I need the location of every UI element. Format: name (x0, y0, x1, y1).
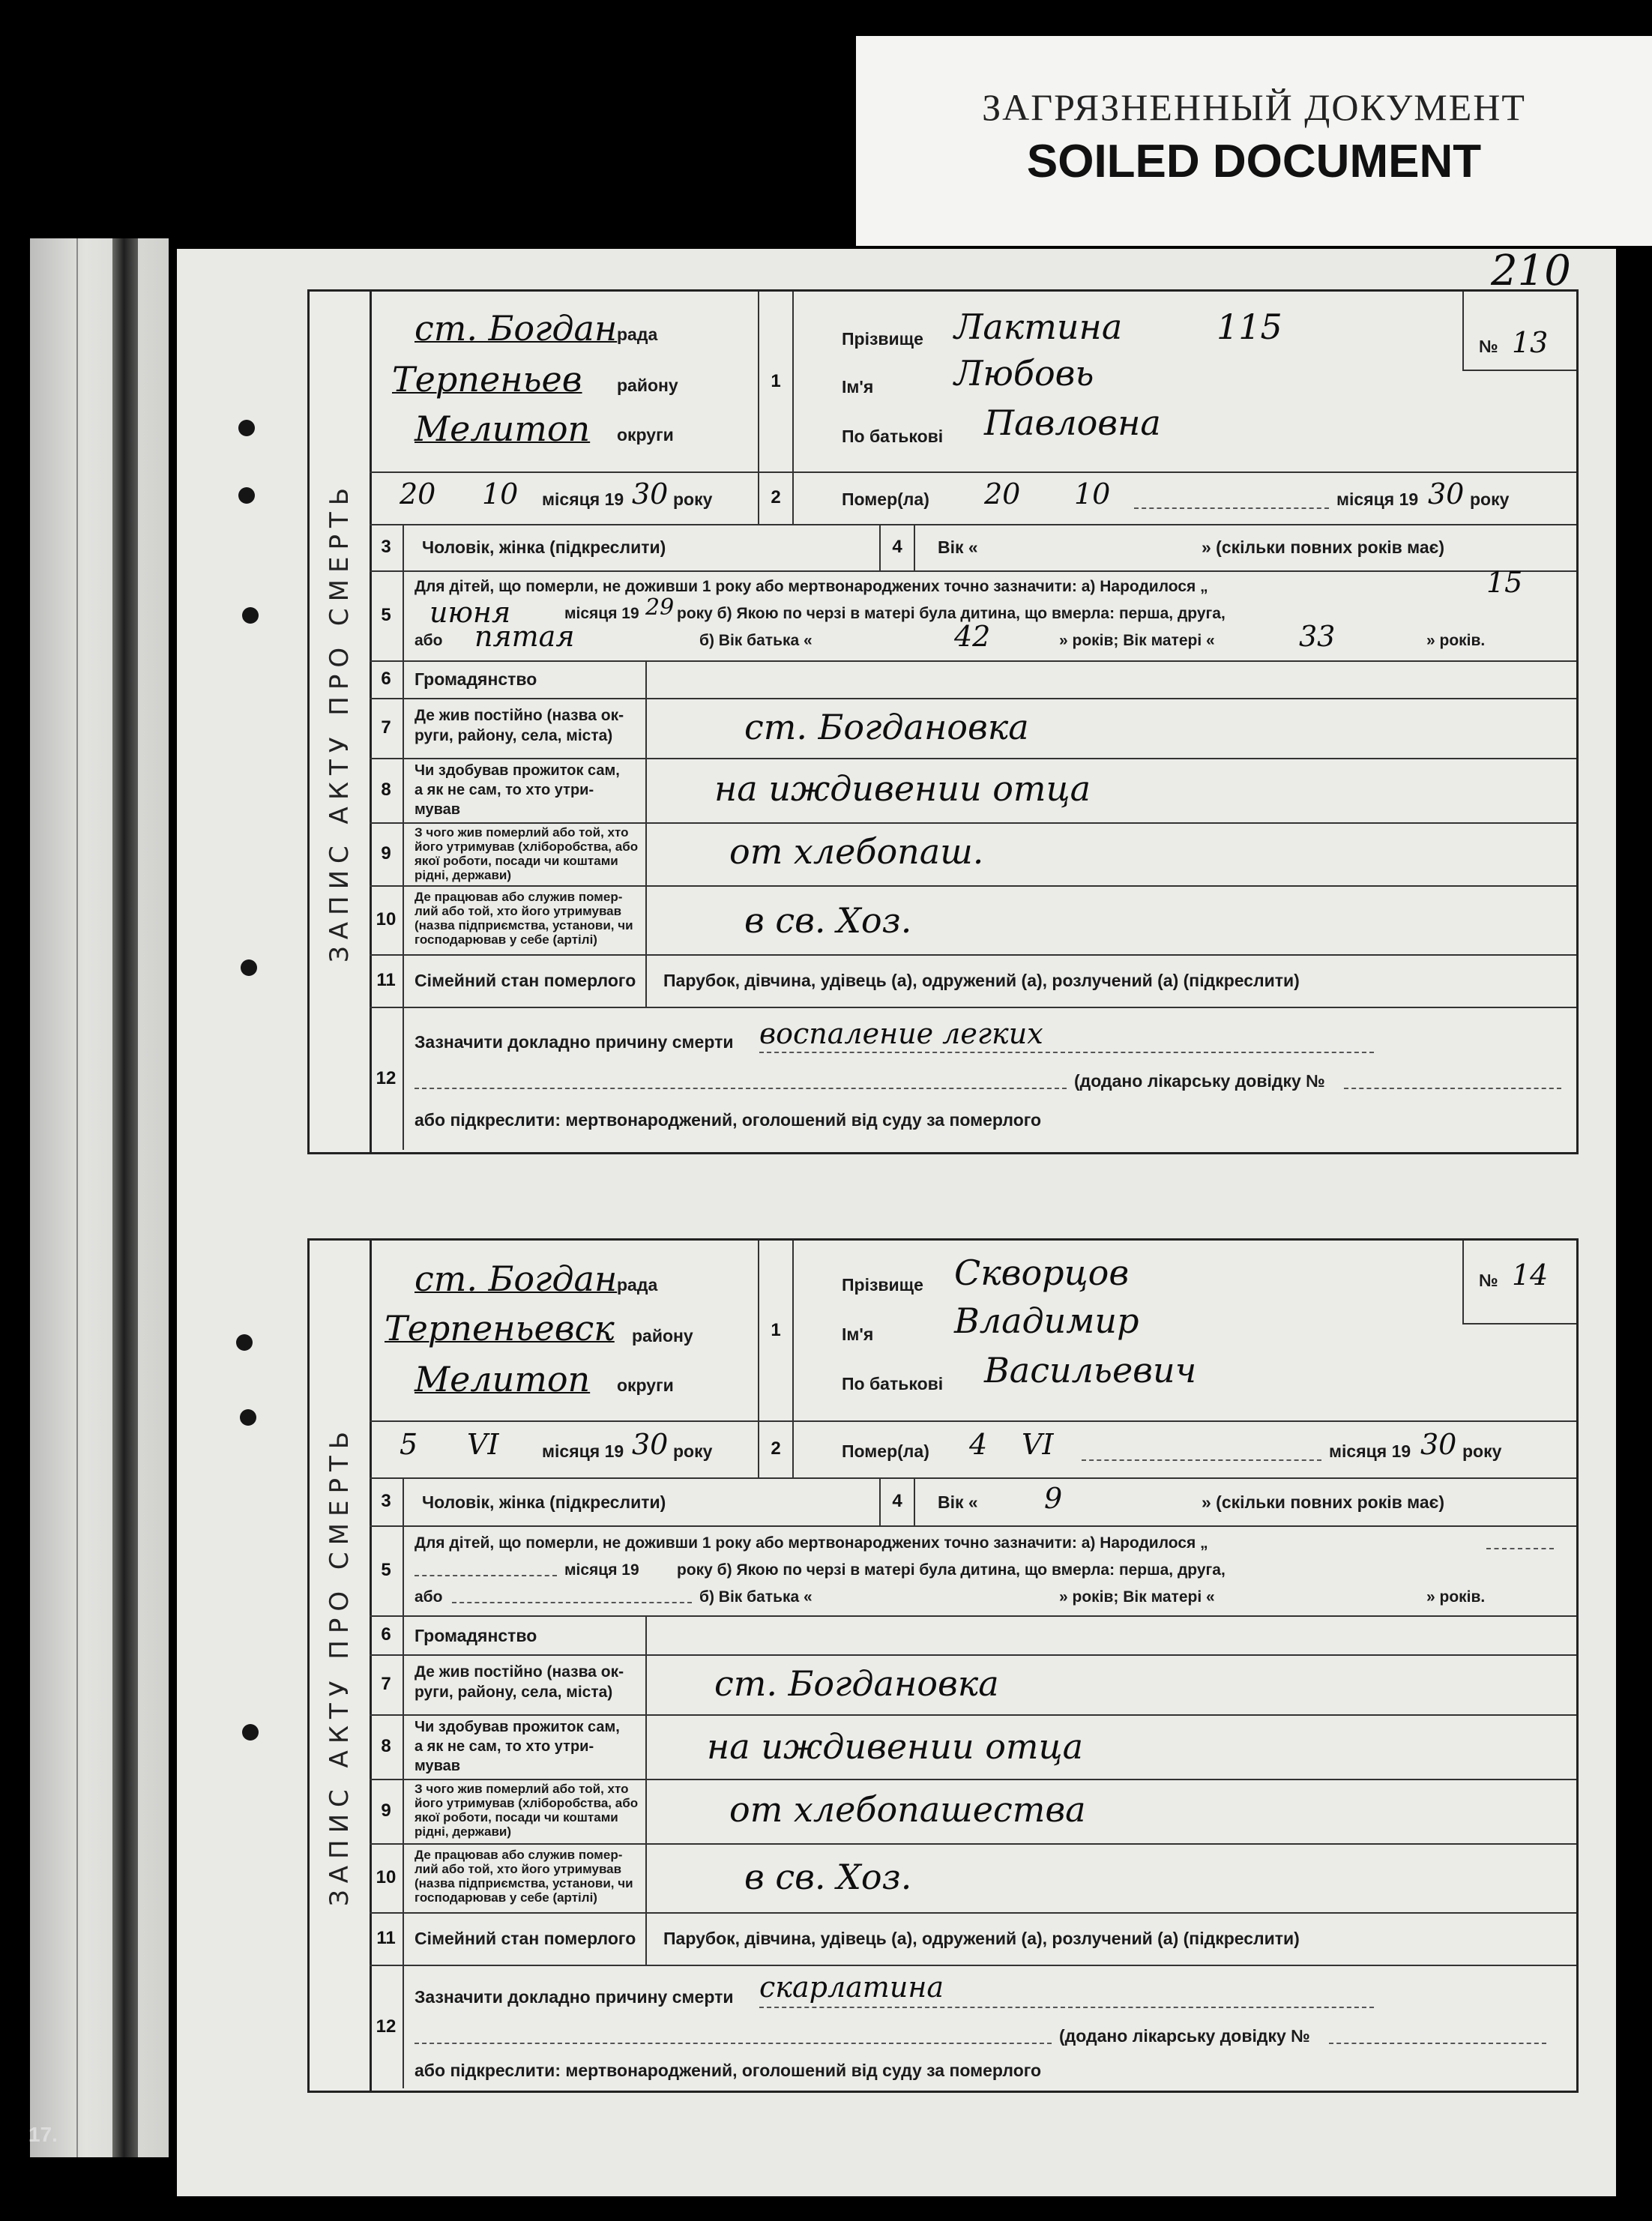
row-number: 10 (370, 885, 404, 954)
column-separator (645, 1654, 647, 1714)
row-11 (370, 954, 1576, 1008)
rayon-label: району (617, 376, 678, 395)
row-3 (370, 524, 1576, 572)
surname-value: Скворцов (954, 1253, 1130, 1293)
soiled-document-label (856, 36, 1652, 246)
livelihood-value: от хлебопаш. (729, 831, 984, 872)
surname-label: Прізвище (842, 329, 923, 349)
row-number: 5 (370, 570, 404, 660)
row-number: 1 (758, 1241, 794, 1420)
dash-line (414, 2043, 1052, 2044)
row-number: 2 (758, 471, 794, 524)
father-age-label: б) Вік батька « (699, 632, 813, 649)
column-separator (645, 758, 647, 822)
citizenship-label: Громадянство (414, 669, 537, 689)
row-5 (370, 566, 1576, 662)
rayon-value: Терпеньев (392, 359, 582, 400)
record-number: 14 (1512, 1259, 1549, 1292)
name-label: Ім'я (842, 1325, 874, 1344)
row-2 (370, 1420, 1576, 1479)
death-year: 30 (1428, 477, 1465, 510)
medical-cert-label: (додано лікарську довідку № (1059, 2026, 1310, 2046)
side-note: 115 (1217, 307, 1282, 347)
dash-line (414, 1088, 1067, 1089)
column-separator (645, 1615, 647, 1654)
death-month-label: місяця 19 (1329, 1441, 1411, 1461)
month-label: місяця 19 (542, 489, 624, 509)
month-label: місяця 19 (542, 1441, 624, 1461)
support-label: Чи здобував прожиток сам, а як не сам, то хто утри- мував (414, 762, 620, 818)
reg-month: VI (467, 1428, 499, 1461)
dash-line (452, 1602, 692, 1603)
work-value: в св. Хоз. (744, 1857, 912, 1897)
cause-label: Зазначити докладно причину смерти (414, 1987, 734, 2007)
row-11 (370, 1912, 1576, 1966)
death-label: Помер(ла) (842, 1441, 929, 1461)
death-year: 30 (1420, 1428, 1457, 1461)
death-record-2 (307, 1238, 1579, 2093)
row-5 (370, 1525, 1576, 1617)
row-10 (370, 885, 1576, 956)
row-9 (370, 1779, 1576, 1845)
death-year-label: року (1462, 1441, 1502, 1461)
reg-year: 30 (632, 477, 669, 510)
binder-hole (236, 1334, 253, 1351)
row-7 (370, 698, 1576, 759)
row-8 (370, 758, 1576, 824)
citizenship-label: Громадянство (414, 1626, 537, 1645)
row-number: 10 (370, 1843, 404, 1912)
mother-age: 33 (1299, 620, 1336, 653)
patronymic-value: Павловна (984, 403, 1161, 443)
row-number: 7 (370, 1654, 404, 1714)
reg-month: 10 (482, 477, 519, 510)
infant-line-1: Для дітей, що померли, не доживши 1 року або мертвонароджених точно зазначити: а) Народилося „ (414, 578, 1208, 595)
binder-hole (238, 420, 255, 436)
stillborn-label: або підкреслити: мертвонароджений, оголошений від суду за померлого (414, 2061, 1042, 2080)
support-label: Чи здобував прожиток сам, а як не сам, то хто утри- мував (414, 1719, 620, 1774)
binder-hole (241, 959, 257, 976)
mother-age-end: » років. (1426, 632, 1486, 649)
year-label: року (673, 1441, 713, 1461)
sex-label: Чоловік, жінка (підкреслити) (422, 537, 666, 557)
livelihood-label: З чого жив померлий або той, хто його утримував (хліборобства, або якої роботи, посади чи коштами рідні, держави) (414, 1782, 639, 1839)
row-12 (370, 1007, 1576, 1150)
infant-line-2: року б) Якою по черзі в матері була дитина, що вмерла: перша, друга, (677, 1561, 1226, 1579)
row-number: 11 (370, 1912, 404, 1965)
dash-line (759, 1052, 1374, 1053)
row-number: 8 (370, 758, 404, 822)
born-day: 15 (1486, 566, 1523, 599)
rada-label: рада (617, 325, 658, 344)
father-age-label: б) Вік батька « (699, 1588, 813, 1606)
work-label: Де працював або служив помер- лий або той, хто його утримував (назва підприємства, установи, чи господарював у себе (артілі) (414, 1848, 633, 1905)
infant-or: або (414, 1588, 443, 1606)
row-1 (370, 247, 1576, 473)
patronymic-value: Васильевич (984, 1350, 1197, 1390)
binding-strip (30, 238, 169, 2157)
birth-order: пятая (474, 620, 575, 653)
okrug-label: округи (617, 1375, 674, 1395)
column-separator (645, 698, 647, 758)
marital-label: Сімейний стан померлого (414, 971, 636, 990)
residence-label: Де жив постійно (назва ок- руги, району, села, міста) (414, 1663, 624, 1701)
row-number: 4 (879, 1477, 915, 1525)
infant-month-label: місяця 19 (564, 1561, 639, 1579)
binder-hole (242, 1724, 259, 1741)
dash-line (1329, 2043, 1546, 2044)
column-separator (645, 1779, 647, 1843)
death-record-1 (307, 247, 1579, 1154)
row-number: 12 (370, 1007, 404, 1150)
vertical-title: ЗАПИС АКТУ ПРО СМЕРТЬ (310, 1241, 372, 2091)
column-separator (645, 1714, 647, 1779)
rada-value: ст. Богдан (414, 308, 618, 349)
row-number: 11 (370, 954, 404, 1007)
mother-age-end: » років. (1426, 1588, 1486, 1606)
record-number-box (1462, 247, 1576, 371)
record-number: 13 (1512, 326, 1549, 359)
row-number: 4 (879, 524, 915, 570)
born-year: 29 (645, 594, 675, 621)
surname-label: Прізвище (842, 1275, 923, 1295)
cause-value: скарлатина (759, 1971, 944, 2004)
residence-label: Де жив постійно (назва ок- руги, району, села, міста) (414, 707, 624, 744)
okrug-value: Мелитоп (414, 409, 591, 449)
row-10 (370, 1843, 1576, 1914)
patronymic-label: По батькові (842, 1374, 944, 1393)
row-number: 8 (370, 1714, 404, 1779)
death-month: VI (1022, 1428, 1054, 1461)
column-separator (645, 954, 647, 1007)
age-label: Вік « (938, 537, 978, 557)
row-7 (370, 1654, 1576, 1716)
row-number: 3 (370, 1477, 404, 1525)
number-label: № (1479, 337, 1498, 356)
row-6 (370, 1615, 1576, 1656)
death-month: 10 (1074, 477, 1111, 510)
reg-year: 30 (632, 1428, 669, 1461)
father-age: 42 (954, 620, 991, 653)
support-value: на иждивении отца (714, 768, 1091, 809)
death-day: 4 (969, 1428, 988, 1461)
work-label: Де працював або служив помер- лий або той, хто його утримував (назва підприємства, установи, чи господарював у себе (артілі) (414, 890, 633, 947)
name-label: Ім'я (842, 377, 874, 397)
death-day: 20 (984, 477, 1021, 510)
livelihood-label: З чого жив померлий або той, хто його утримував (хліборобства, або якої роботи, посади чи коштами рідні, держави) (414, 825, 639, 882)
name-value: Владимир (954, 1301, 1139, 1341)
label-russian: ЗАГРЯЗНЕННЫЙ ДОКУМЕНТ (982, 86, 1526, 128)
column-separator (645, 1912, 647, 1965)
binding-ridge (112, 238, 138, 2157)
mother-age-label: » років; Вік матері « (1059, 632, 1215, 649)
residence-value: ст. Богдановка (714, 1663, 999, 1704)
rayon-value: Терпеньевск (385, 1308, 615, 1348)
row-number: 9 (370, 822, 404, 885)
marital-options: Парубок, дівчина, удівець (а), одружений (а), розлучений (а) (підкреслити) (663, 971, 1300, 990)
strip-line (76, 238, 78, 2157)
sex-label: Чоловік, жінка (підкреслити) (422, 1492, 666, 1512)
row-9 (370, 822, 1576, 887)
born-month: июня (429, 596, 511, 629)
death-label: Помер(ла) (842, 489, 929, 509)
dash-line (1486, 1548, 1554, 1549)
dash-line (1134, 507, 1329, 509)
row-1 (370, 1241, 1576, 1422)
row-3 (370, 1477, 1576, 1527)
row-number: 3 (370, 524, 404, 570)
column-separator (645, 1843, 647, 1912)
death-month-label: місяця 19 (1336, 489, 1419, 509)
age-label-end: » (скільки повних років має) (1202, 1492, 1445, 1512)
mother-age-label: » років; Вік матері « (1059, 1588, 1215, 1606)
reg-day: 5 (400, 1428, 418, 1461)
cause-label: Зазначити докладно причину смерти (414, 1032, 734, 1052)
binder-hole (238, 487, 255, 504)
okrug-label: округи (617, 425, 674, 444)
name-value: Любовь (954, 353, 1094, 394)
row-number: 6 (370, 1615, 404, 1654)
death-year-label: року (1470, 489, 1510, 509)
dash-line (759, 2007, 1374, 2008)
reg-day: 20 (400, 477, 436, 510)
corner-note: 210 (1491, 247, 1571, 295)
column-separator (645, 885, 647, 954)
row-6 (370, 660, 1576, 699)
binder-hole (240, 1409, 256, 1426)
infant-line-1: Для дітей, що померли, не доживши 1 року або мертвонароджених точно зазначити: а) Народилося „ (414, 1534, 1208, 1552)
stillborn-label: або підкреслити: мертвонароджений, оголошений від суду за померлого (414, 1110, 1042, 1130)
year-label: року (673, 489, 713, 509)
vertical-title: ЗАПИС АКТУ ПРО СМЕРТЬ (310, 292, 372, 1152)
marital-options: Парубок, дівчина, удівець (а), одружений (а), розлучений (а) (підкреслити) (663, 1929, 1300, 1948)
row-number: 9 (370, 1779, 404, 1843)
number-label: № (1479, 1271, 1498, 1290)
patronymic-label: По батькові (842, 427, 944, 446)
age-label: Вік « (938, 1492, 978, 1512)
cause-value: воспаление легких (759, 1017, 1043, 1050)
surname-value: Лактина (954, 307, 1123, 347)
rada-label: рада (617, 1275, 658, 1295)
infant-or: або (414, 632, 443, 649)
residence-value: ст. Богдановка (744, 707, 1029, 747)
medical-cert-label: (додано лікарську довідку № (1074, 1071, 1325, 1091)
row-number: 1 (758, 292, 794, 471)
column-separator (645, 660, 647, 698)
record-number-box (1462, 1241, 1576, 1325)
infant-month-label: місяця 19 (564, 605, 639, 622)
dash-line (414, 1575, 557, 1576)
row-number: 6 (370, 660, 404, 698)
work-value: в св. Хоз. (744, 900, 912, 941)
infant-line-2: року б) Якою по черзі в матері була дитина, що вмерла: перша, друга, (677, 605, 1226, 622)
strip-number: 17. (28, 2123, 58, 2146)
row-8 (370, 1714, 1576, 1780)
row-2 (370, 471, 1576, 525)
okrug-value: Мелитоп (414, 1359, 591, 1399)
dash-line (1344, 1088, 1561, 1089)
binder-hole (242, 607, 259, 624)
row-number: 7 (370, 698, 404, 758)
column-separator (645, 822, 647, 885)
row-12 (370, 1965, 1576, 2088)
row-number: 2 (758, 1420, 794, 1477)
row-number: 5 (370, 1525, 404, 1615)
age-label-end: » (скільки повних років має) (1202, 537, 1445, 557)
rayon-label: району (632, 1326, 693, 1345)
label-english: SOILED DOCUMENT (1026, 136, 1482, 187)
rada-value: ст. Богдан (414, 1259, 618, 1299)
livelihood-value: от хлебопашества (729, 1789, 1086, 1830)
dash-line (1082, 1459, 1321, 1461)
support-value: на иждивении отца (707, 1726, 1084, 1767)
row-number: 12 (370, 1965, 404, 2088)
marital-label: Сімейний стан померлого (414, 1929, 636, 1948)
age-value: 9 (1044, 1482, 1063, 1515)
